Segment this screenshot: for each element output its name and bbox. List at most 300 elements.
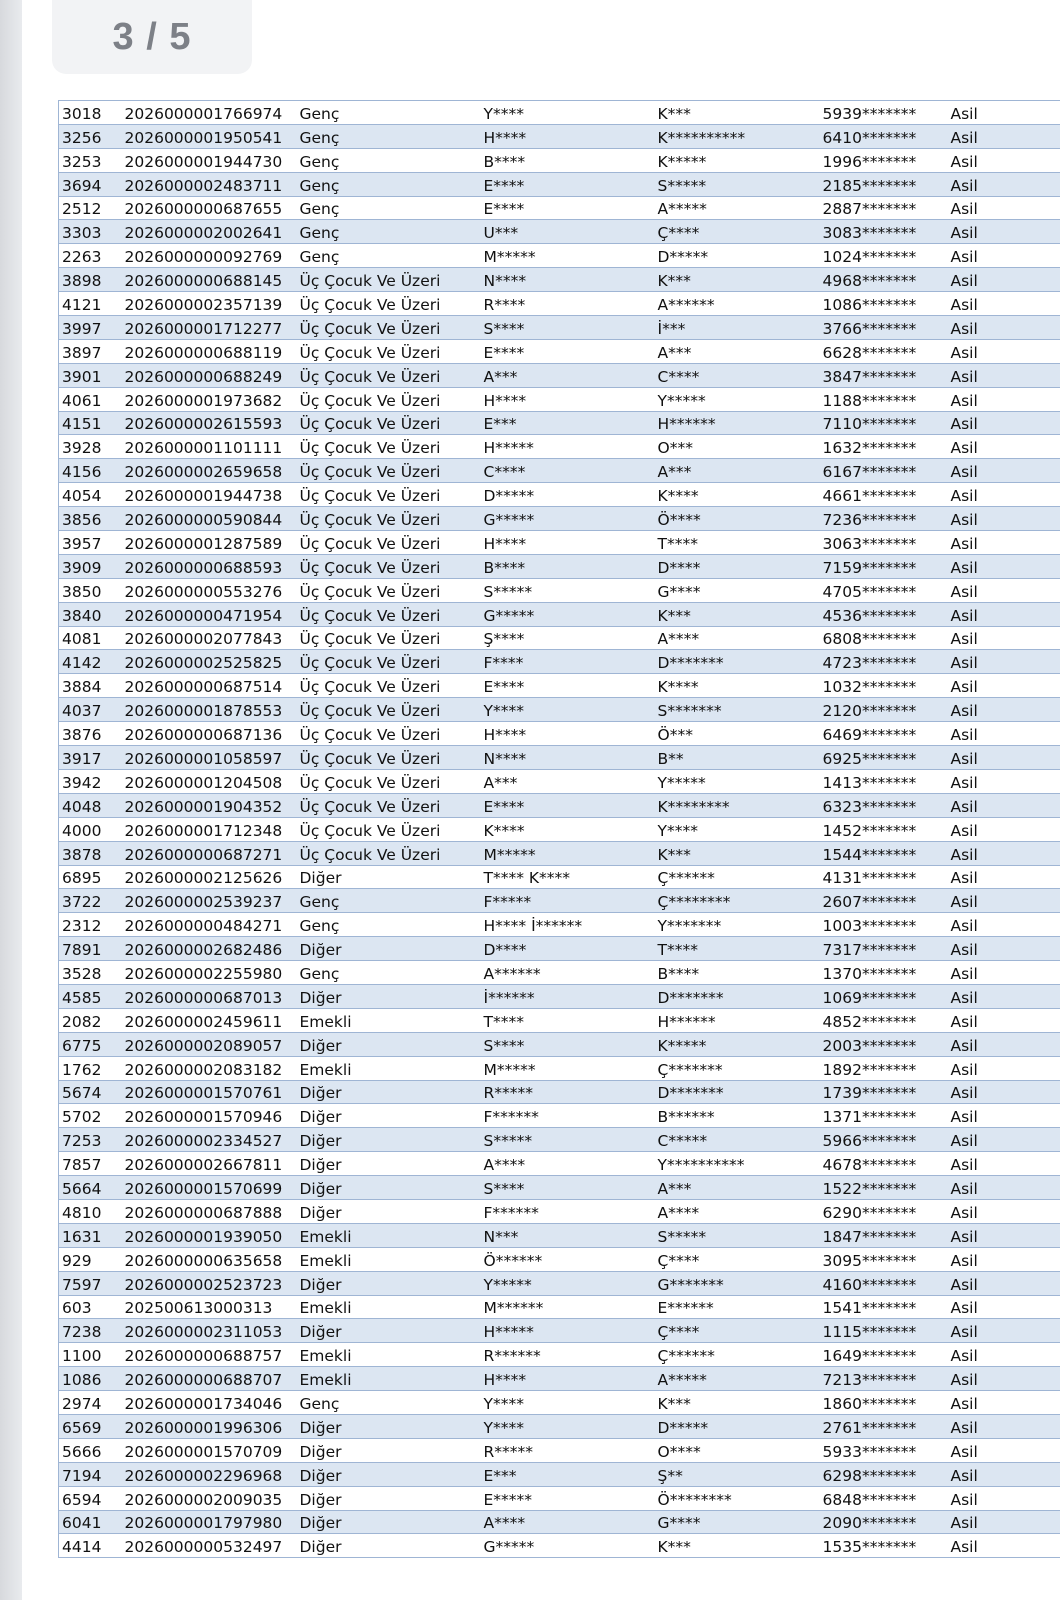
cell-status: Asil: [948, 292, 1060, 316]
table-row: [59, 1343, 1060, 1367]
cell-sequence-no: 2512: [59, 196, 122, 220]
cell-id-number-masked: 1649*******: [820, 1343, 948, 1367]
cell-id-number-masked: 1544*******: [820, 841, 948, 865]
cell-last-name-masked: Ç********: [655, 889, 820, 913]
cell-sequence-no: 6895: [59, 865, 122, 889]
cell-status: Asil: [948, 316, 1060, 340]
cell-status: Asil: [948, 578, 1060, 602]
cell-category: Diğer: [297, 984, 481, 1008]
cell-first-name-masked: E****: [481, 339, 655, 363]
cell-id-number-masked: 4852*******: [820, 1008, 948, 1032]
cell-application-no: 2026000002296968: [122, 1462, 297, 1486]
cell-last-name-masked: O***: [655, 435, 820, 459]
table-row: [59, 1247, 1060, 1271]
cell-id-number-masked: 1115*******: [820, 1319, 948, 1343]
cell-sequence-no: 4081: [59, 626, 122, 650]
cell-last-name-masked: C*****: [655, 1128, 820, 1152]
cell-first-name-masked: İ******: [481, 984, 655, 1008]
cell-id-number-masked: 1847*******: [820, 1223, 948, 1247]
cell-last-name-masked: A****: [655, 1199, 820, 1223]
table-row: [59, 268, 1060, 292]
cell-last-name-masked: Ç*******: [655, 1056, 820, 1080]
cell-sequence-no: 3909: [59, 554, 122, 578]
table-row: [59, 578, 1060, 602]
cell-application-no: 2026000000532497: [122, 1534, 297, 1558]
cell-status: Asil: [948, 1462, 1060, 1486]
cell-sequence-no: 3928: [59, 435, 122, 459]
cell-id-number-masked: 3766*******: [820, 316, 948, 340]
cell-id-number-masked: 5933*******: [820, 1438, 948, 1462]
cell-status: Asil: [948, 1486, 1060, 1510]
cell-category: Emekli: [297, 1247, 481, 1271]
cell-application-no: 2026000002083182: [122, 1056, 297, 1080]
cell-category: Diğer: [297, 1152, 481, 1176]
cell-id-number-masked: 3095*******: [820, 1247, 948, 1271]
cell-application-no: 2026000000688119: [122, 339, 297, 363]
cell-last-name-masked: B**: [655, 746, 820, 770]
cell-category: Genç: [297, 889, 481, 913]
table-row: [59, 1534, 1060, 1558]
cell-status: Asil: [948, 435, 1060, 459]
cell-first-name-masked: N****: [481, 746, 655, 770]
table-row: [59, 292, 1060, 316]
cell-last-name-masked: K*****: [655, 148, 820, 172]
cell-first-name-masked: D****: [481, 937, 655, 961]
cell-application-no: 2026000001734046: [122, 1391, 297, 1415]
cell-application-no: 2026000001939050: [122, 1223, 297, 1247]
cell-status: Asil: [948, 817, 1060, 841]
cell-status: Asil: [948, 507, 1060, 531]
results-table: [58, 100, 1060, 1558]
cell-last-name-masked: T****: [655, 531, 820, 555]
table-row: [59, 1032, 1060, 1056]
cell-first-name-masked: A****: [481, 1510, 655, 1534]
table-row: [59, 817, 1060, 841]
cell-id-number-masked: 4968*******: [820, 268, 948, 292]
cell-last-name-masked: Ç****: [655, 1247, 820, 1271]
table-row: [59, 913, 1060, 937]
cell-sequence-no: 3722: [59, 889, 122, 913]
cell-status: Asil: [948, 961, 1060, 985]
cell-id-number-masked: 4661*******: [820, 483, 948, 507]
cell-first-name-masked: R*****: [481, 1438, 655, 1462]
cell-status: Asil: [948, 1056, 1060, 1080]
cell-id-number-masked: 2607*******: [820, 889, 948, 913]
cell-first-name-masked: Y****: [481, 1414, 655, 1438]
cell-status: Asil: [948, 626, 1060, 650]
cell-first-name-masked: S****: [481, 1032, 655, 1056]
cell-last-name-masked: K***: [655, 268, 820, 292]
cell-first-name-masked: F******: [481, 1199, 655, 1223]
cell-category: Üç Çocuk Ve Üzeri: [297, 363, 481, 387]
cell-id-number-masked: 3083*******: [820, 220, 948, 244]
cell-sequence-no: 3878: [59, 841, 122, 865]
cell-last-name-masked: A*****: [655, 196, 820, 220]
cell-category: Emekli: [297, 1008, 481, 1032]
cell-id-number-masked: 3063*******: [820, 531, 948, 555]
cell-category: Üç Çocuk Ve Üzeri: [297, 316, 481, 340]
cell-last-name-masked: K****: [655, 483, 820, 507]
table-row: [59, 220, 1060, 244]
cell-last-name-masked: Y*******: [655, 913, 820, 937]
table-row: [59, 602, 1060, 626]
page-indicator: 3 / 5: [52, 0, 252, 74]
cell-application-no: 2026000001287589: [122, 531, 297, 555]
cell-sequence-no: 3957: [59, 531, 122, 555]
cell-application-no: 2026000002525825: [122, 650, 297, 674]
cell-status: Asil: [948, 746, 1060, 770]
cell-sequence-no: 6569: [59, 1414, 122, 1438]
cell-last-name-masked: D****: [655, 554, 820, 578]
table-row: [59, 507, 1060, 531]
table-row: [59, 937, 1060, 961]
table-row: [59, 411, 1060, 435]
cell-sequence-no: 4121: [59, 292, 122, 316]
cell-status: Asil: [948, 1128, 1060, 1152]
cell-application-no: 2026000000590844: [122, 507, 297, 531]
cell-status: Asil: [948, 1343, 1060, 1367]
cell-sequence-no: 4414: [59, 1534, 122, 1558]
cell-category: Üç Çocuk Ve Üzeri: [297, 554, 481, 578]
cell-sequence-no: 1631: [59, 1223, 122, 1247]
cell-sequence-no: 2312: [59, 913, 122, 937]
cell-last-name-masked: H******: [655, 411, 820, 435]
cell-first-name-masked: T****: [481, 1008, 655, 1032]
cell-id-number-masked: 5966*******: [820, 1128, 948, 1152]
cell-sequence-no: 6775: [59, 1032, 122, 1056]
cell-last-name-masked: A***: [655, 459, 820, 483]
cell-status: Asil: [948, 1510, 1060, 1534]
table-row: [59, 101, 1060, 125]
cell-application-no: 2026000002077843: [122, 626, 297, 650]
table-row: [59, 459, 1060, 483]
cell-id-number-masked: 6167*******: [820, 459, 948, 483]
cell-first-name-masked: M*****: [481, 1056, 655, 1080]
cell-id-number-masked: 1892*******: [820, 1056, 948, 1080]
cell-category: Diğer: [297, 1534, 481, 1558]
cell-last-name-masked: D*******: [655, 1080, 820, 1104]
cell-last-name-masked: G****: [655, 578, 820, 602]
cell-first-name-masked: H*****: [481, 1319, 655, 1343]
table-row: [59, 1176, 1060, 1200]
cell-id-number-masked: 2185*******: [820, 172, 948, 196]
cell-application-no: 2026000000688757: [122, 1343, 297, 1367]
cell-id-number-masked: 4160*******: [820, 1271, 948, 1295]
cell-first-name-masked: A****: [481, 1152, 655, 1176]
cell-status: Asil: [948, 124, 1060, 148]
cell-first-name-masked: H****: [481, 531, 655, 555]
cell-first-name-masked: Ö******: [481, 1247, 655, 1271]
cell-application-no: 2026000002682486: [122, 937, 297, 961]
cell-first-name-masked: H*****: [481, 435, 655, 459]
cell-status: Asil: [948, 769, 1060, 793]
cell-id-number-masked: 1069*******: [820, 984, 948, 1008]
cell-status: Asil: [948, 698, 1060, 722]
cell-last-name-masked: C****: [655, 363, 820, 387]
cell-first-name-masked: G*****: [481, 507, 655, 531]
table-row: [59, 1199, 1060, 1223]
cell-sequence-no: 4054: [59, 483, 122, 507]
cell-application-no: 2026000002523723: [122, 1271, 297, 1295]
cell-category: Genç: [297, 172, 481, 196]
cell-status: Asil: [948, 531, 1060, 555]
cell-category: Üç Çocuk Ve Üzeri: [297, 531, 481, 555]
table-row: [59, 483, 1060, 507]
cell-last-name-masked: S*****: [655, 172, 820, 196]
table-row: [59, 650, 1060, 674]
cell-last-name-masked: K****: [655, 674, 820, 698]
cell-sequence-no: 3303: [59, 220, 122, 244]
cell-last-name-masked: Ö***: [655, 722, 820, 746]
cell-last-name-masked: Ş**: [655, 1462, 820, 1486]
cell-status: Asil: [948, 1534, 1060, 1558]
cell-category: Diğer: [297, 1414, 481, 1438]
cell-id-number-masked: 7317*******: [820, 937, 948, 961]
cell-first-name-masked: C****: [481, 459, 655, 483]
cell-first-name-masked: S****: [481, 1176, 655, 1200]
cell-application-no: 2026000002459611: [122, 1008, 297, 1032]
cell-id-number-masked: 1371*******: [820, 1104, 948, 1128]
cell-first-name-masked: Y****: [481, 698, 655, 722]
cell-category: Üç Çocuk Ve Üzeri: [297, 578, 481, 602]
cell-sequence-no: 3528: [59, 961, 122, 985]
cell-category: Diğer: [297, 1032, 481, 1056]
cell-category: Emekli: [297, 1295, 481, 1319]
cell-sequence-no: 4048: [59, 793, 122, 817]
cell-category: Genç: [297, 1391, 481, 1415]
cell-id-number-masked: 1413*******: [820, 769, 948, 793]
cell-last-name-masked: Y*****: [655, 387, 820, 411]
cell-category: Üç Çocuk Ve Üzeri: [297, 507, 481, 531]
cell-first-name-masked: Y*****: [481, 1271, 655, 1295]
table-row: [59, 1152, 1060, 1176]
cell-id-number-masked: 1452*******: [820, 817, 948, 841]
cell-first-name-masked: H****: [481, 722, 655, 746]
cell-last-name-masked: K***: [655, 1534, 820, 1558]
cell-status: Asil: [948, 650, 1060, 674]
cell-id-number-masked: 1632*******: [820, 435, 948, 459]
cell-sequence-no: 7891: [59, 937, 122, 961]
cell-sequence-no: 3253: [59, 148, 122, 172]
cell-first-name-masked: E****: [481, 172, 655, 196]
cell-category: Üç Çocuk Ve Üzeri: [297, 722, 481, 746]
cell-id-number-masked: 1535*******: [820, 1534, 948, 1558]
cell-last-name-masked: Y**********: [655, 1152, 820, 1176]
cell-category: Üç Çocuk Ve Üzeri: [297, 746, 481, 770]
cell-first-name-masked: B****: [481, 554, 655, 578]
cell-sequence-no: 603: [59, 1295, 122, 1319]
cell-category: Diğer: [297, 865, 481, 889]
cell-status: Asil: [948, 268, 1060, 292]
cell-last-name-masked: B****: [655, 961, 820, 985]
cell-status: Asil: [948, 1247, 1060, 1271]
cell-id-number-masked: 6298*******: [820, 1462, 948, 1486]
cell-application-no: 2026000002483711: [122, 172, 297, 196]
cell-application-no: 2026000002357139: [122, 292, 297, 316]
cell-sequence-no: 7194: [59, 1462, 122, 1486]
cell-sequence-no: 4156: [59, 459, 122, 483]
cell-sequence-no: 7597: [59, 1271, 122, 1295]
cell-id-number-masked: 6410*******: [820, 124, 948, 148]
cell-status: Asil: [948, 101, 1060, 125]
cell-application-no: 2026000000688593: [122, 554, 297, 578]
cell-last-name-masked: B******: [655, 1104, 820, 1128]
cell-id-number-masked: 2090*******: [820, 1510, 948, 1534]
table-row: [59, 1104, 1060, 1128]
cell-first-name-masked: E***: [481, 411, 655, 435]
cell-category: Üç Çocuk Ve Üzeri: [297, 626, 481, 650]
cell-application-no: 2026000001570709: [122, 1438, 297, 1462]
table-row: [59, 124, 1060, 148]
cell-status: Asil: [948, 1319, 1060, 1343]
cell-first-name-masked: M*****: [481, 244, 655, 268]
table-row: [59, 769, 1060, 793]
table-row: [59, 961, 1060, 985]
table-row: [59, 1367, 1060, 1391]
cell-application-no: 2026000001766974: [122, 101, 297, 125]
table-row: [59, 722, 1060, 746]
cell-first-name-masked: H****: [481, 124, 655, 148]
table-row: [59, 316, 1060, 340]
cell-id-number-masked: 4705*******: [820, 578, 948, 602]
cell-category: Diğer: [297, 1128, 481, 1152]
cell-application-no: 2026000001570946: [122, 1104, 297, 1128]
cell-status: Asil: [948, 220, 1060, 244]
cell-last-name-masked: G****: [655, 1510, 820, 1534]
cell-sequence-no: 5674: [59, 1080, 122, 1104]
cell-status: Asil: [948, 793, 1060, 817]
cell-application-no: 2026000000687888: [122, 1199, 297, 1223]
cell-category: Emekli: [297, 1343, 481, 1367]
table-row: [59, 531, 1060, 555]
cell-first-name-masked: Y****: [481, 1391, 655, 1415]
cell-category: Üç Çocuk Ve Üzeri: [297, 268, 481, 292]
cell-first-name-masked: E****: [481, 793, 655, 817]
cell-last-name-masked: K***: [655, 1391, 820, 1415]
cell-category: Genç: [297, 148, 481, 172]
cell-status: Asil: [948, 1223, 1060, 1247]
cell-last-name-masked: Y****: [655, 817, 820, 841]
cell-id-number-masked: 6848*******: [820, 1486, 948, 1510]
viewer-left-edge: [0, 0, 22, 1600]
cell-last-name-masked: H******: [655, 1008, 820, 1032]
cell-sequence-no: 7238: [59, 1319, 122, 1343]
results-table-body: [59, 101, 1060, 1558]
cell-last-name-masked: S*****: [655, 1223, 820, 1247]
cell-id-number-masked: 1086*******: [820, 292, 948, 316]
cell-id-number-masked: 1860*******: [820, 1391, 948, 1415]
cell-application-no: 2026000002667811: [122, 1152, 297, 1176]
cell-category: Genç: [297, 101, 481, 125]
cell-category: Diğer: [297, 1486, 481, 1510]
cell-application-no: 2026000000687136: [122, 722, 297, 746]
cell-sequence-no: 3256: [59, 124, 122, 148]
table-row: [59, 1486, 1060, 1510]
cell-first-name-masked: B****: [481, 148, 655, 172]
cell-application-no: 2026000000687514: [122, 674, 297, 698]
cell-last-name-masked: G*******: [655, 1271, 820, 1295]
cell-category: Üç Çocuk Ve Üzeri: [297, 602, 481, 626]
cell-category: Üç Çocuk Ve Üzeri: [297, 435, 481, 459]
cell-first-name-masked: R*****: [481, 1080, 655, 1104]
cell-category: Diğer: [297, 1510, 481, 1534]
cell-status: Asil: [948, 1438, 1060, 1462]
cell-status: Asil: [948, 1008, 1060, 1032]
cell-application-no: 2026000001944738: [122, 483, 297, 507]
cell-status: Asil: [948, 984, 1060, 1008]
cell-status: Asil: [948, 387, 1060, 411]
cell-sequence-no: 4585: [59, 984, 122, 1008]
cell-application-no: 2026000001878553: [122, 698, 297, 722]
cell-sequence-no: 5702: [59, 1104, 122, 1128]
cell-first-name-masked: G*****: [481, 1534, 655, 1558]
cell-category: Üç Çocuk Ve Üzeri: [297, 483, 481, 507]
cell-application-no: 2026000001204508: [122, 769, 297, 793]
table-row: [59, 1462, 1060, 1486]
cell-sequence-no: 3997: [59, 316, 122, 340]
table-row: [59, 984, 1060, 1008]
cell-application-no: 2026000000688707: [122, 1367, 297, 1391]
cell-status: Asil: [948, 1176, 1060, 1200]
cell-category: Genç: [297, 196, 481, 220]
cell-category: Diğer: [297, 1080, 481, 1104]
cell-sequence-no: 2263: [59, 244, 122, 268]
cell-category: Üç Çocuk Ve Üzeri: [297, 292, 481, 316]
cell-id-number-masked: 6808*******: [820, 626, 948, 650]
cell-status: Asil: [948, 865, 1060, 889]
cell-category: Üç Çocuk Ve Üzeri: [297, 698, 481, 722]
cell-id-number-masked: 7110*******: [820, 411, 948, 435]
cell-first-name-masked: F*****: [481, 889, 655, 913]
table-row: [59, 172, 1060, 196]
cell-application-no: 2026000001101111: [122, 435, 297, 459]
cell-id-number-masked: 6925*******: [820, 746, 948, 770]
cell-first-name-masked: F******: [481, 1104, 655, 1128]
table-row: [59, 698, 1060, 722]
cell-category: Üç Çocuk Ve Üzeri: [297, 459, 481, 483]
table-row: [59, 1056, 1060, 1080]
table-row: [59, 865, 1060, 889]
cell-id-number-masked: 6469*******: [820, 722, 948, 746]
table-row: [59, 1271, 1060, 1295]
cell-application-no: 2026000001570699: [122, 1176, 297, 1200]
cell-id-number-masked: 4723*******: [820, 650, 948, 674]
cell-status: Asil: [948, 1199, 1060, 1223]
cell-first-name-masked: S****: [481, 316, 655, 340]
cell-status: Asil: [948, 674, 1060, 698]
cell-status: Asil: [948, 1414, 1060, 1438]
cell-status: Asil: [948, 889, 1060, 913]
cell-id-number-masked: 2761*******: [820, 1414, 948, 1438]
cell-sequence-no: 3884: [59, 674, 122, 698]
cell-id-number-masked: 1024*******: [820, 244, 948, 268]
cell-last-name-masked: Ç****: [655, 220, 820, 244]
cell-status: Asil: [948, 913, 1060, 937]
cell-id-number-masked: 5939*******: [820, 101, 948, 125]
cell-sequence-no: 1086: [59, 1367, 122, 1391]
cell-category: Genç: [297, 220, 481, 244]
cell-id-number-masked: 4536*******: [820, 602, 948, 626]
cell-status: Asil: [948, 554, 1060, 578]
cell-sequence-no: 4061: [59, 387, 122, 411]
cell-sequence-no: 929: [59, 1247, 122, 1271]
table-row: [59, 339, 1060, 363]
cell-sequence-no: 2082: [59, 1008, 122, 1032]
cell-first-name-masked: A***: [481, 363, 655, 387]
cell-id-number-masked: 1541*******: [820, 1295, 948, 1319]
cell-sequence-no: 7857: [59, 1152, 122, 1176]
cell-status: Asil: [948, 722, 1060, 746]
